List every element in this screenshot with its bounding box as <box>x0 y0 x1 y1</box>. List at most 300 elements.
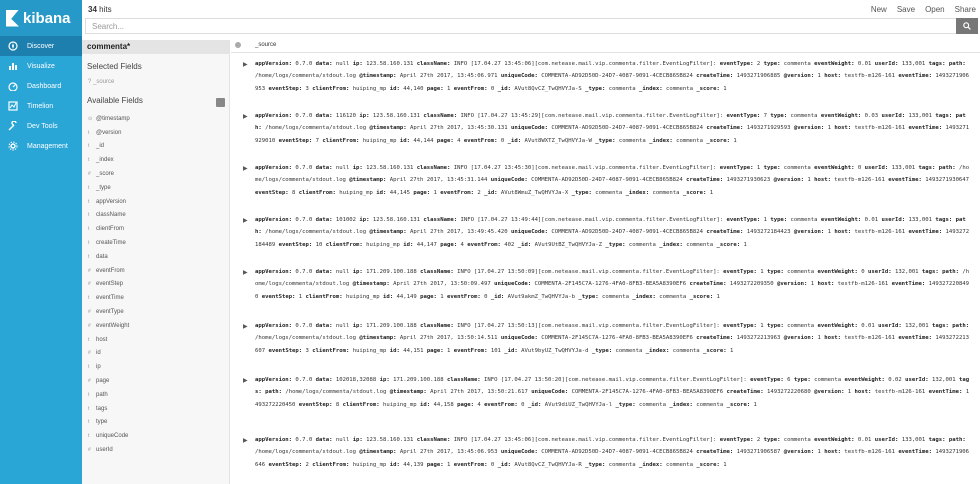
nav-item-devtools[interactable] <box>0 116 82 136</box>
source-value: 0.7.0 <box>292 113 316 119</box>
source-key: _type: <box>595 137 616 144</box>
source-key: @timestamp: <box>359 73 397 80</box>
source-value: huiping_mp <box>349 347 390 354</box>
source-value: 0 <box>857 269 869 275</box>
source-value: 1 <box>753 165 764 171</box>
field-type-icon: # <box>88 322 91 329</box>
table-row[interactable] <box>231 434 980 484</box>
source-value: 0.01 <box>857 323 879 329</box>
source-key: path: <box>265 389 282 396</box>
source-value: 1 <box>844 389 855 396</box>
field-name: page <box>96 378 110 385</box>
source-value: 402 <box>500 241 518 248</box>
field-type-icon: t <box>88 295 90 302</box>
source-value: commenta <box>591 189 626 196</box>
table-row[interactable] <box>231 266 980 316</box>
devtools-icon <box>8 121 18 131</box>
source-key: host: <box>834 125 852 132</box>
source-value: 2 <box>302 461 313 468</box>
source-text <box>255 434 971 471</box>
source-key: tags: <box>255 377 970 396</box>
source-value: 0.02 <box>884 377 906 383</box>
field-name: eventType <box>96 309 124 316</box>
source-value: 44,149 <box>393 293 421 300</box>
source-key: eventType: <box>723 269 757 275</box>
source-key: ip: <box>352 323 363 329</box>
table-row[interactable] <box>231 374 980 424</box>
source-value: /home/logs/commenta/stdout.log <box>255 449 360 456</box>
source-key: data: <box>315 165 333 171</box>
field-type-icon: t <box>88 143 90 150</box>
source-value: testfb-m126-161 <box>851 229 909 236</box>
kibana-logo[interactable] <box>0 0 82 36</box>
dashboard-icon <box>8 81 18 91</box>
field-type-icon: # <box>88 350 91 357</box>
share-button[interactable]: Share <box>954 5 976 14</box>
source-value: 4 <box>453 137 464 144</box>
field-name: _index <box>96 157 114 164</box>
expand-row-icon[interactable]: ▶ <box>243 270 248 276</box>
source-value: huiping_mp <box>342 293 384 300</box>
source-key: ip: <box>352 437 363 443</box>
source-value: COMMENTA-2F145C7A-1276-4FA0-8FB3-BEA5A8390EF6 <box>568 389 727 396</box>
nav-item-label: Dev Tools <box>27 122 58 130</box>
source-value: 1 <box>713 293 720 300</box>
field-name: @timestamp <box>96 115 130 122</box>
source-value: 0.7.0 <box>292 377 316 383</box>
source-value: 1493271929010 <box>255 125 970 144</box>
expand-row-icon[interactable]: ▶ <box>243 114 248 120</box>
field-list <box>82 112 230 457</box>
field-name: userId <box>96 447 113 454</box>
source-value: 8 <box>332 401 343 408</box>
source-value: /home/logs/commenta/stdout.log <box>261 229 370 236</box>
field-item[interactable] <box>82 429 230 443</box>
source-key: page: <box>426 85 444 92</box>
source-value: 44,140 <box>399 85 427 92</box>
source-value: huiping_mp <box>359 137 400 144</box>
field-item[interactable] <box>82 209 230 223</box>
column-toggle-icon[interactable] <box>235 42 241 48</box>
expand-row-icon[interactable]: ▶ <box>243 62 248 68</box>
field-name: uniqueCode <box>96 433 129 440</box>
source-value: 1 <box>807 281 818 288</box>
source-value: 123.58.160.131 <box>369 113 424 119</box>
source-key: uniqueCode: <box>500 449 538 456</box>
source-value: testfb-m126-161 <box>841 73 899 80</box>
source-key: eventTime: <box>898 449 932 456</box>
source-key: _index: <box>669 401 693 408</box>
field-item[interactable] <box>82 167 230 181</box>
expand-row-icon[interactable]: ▶ <box>243 378 248 384</box>
search-button[interactable] <box>956 18 978 34</box>
search-input[interactable]: Search... <box>85 18 960 34</box>
source-key: eventType: <box>750 377 784 383</box>
source-key: data: <box>315 323 333 329</box>
source-key: className: <box>423 113 458 119</box>
source-value: 1493271930623 <box>723 177 774 184</box>
source-key: createTime: <box>706 125 744 132</box>
source-key: _index: <box>625 189 650 196</box>
source-value: 171.209.100.188 <box>362 323 421 329</box>
field-item[interactable] <box>82 416 230 430</box>
source-key: appVersion: <box>255 217 293 223</box>
source-key: ip: <box>352 269 363 275</box>
source-column-label: _source <box>255 42 277 48</box>
source-key: @version: <box>783 73 815 80</box>
source-value: 123.58.160.131 <box>362 61 417 67</box>
source-value: 0.7.0 <box>292 323 316 329</box>
source-value: 1493272213963 <box>733 335 784 342</box>
source-key: path: <box>952 323 970 329</box>
source-value: 1493272184489 <box>255 229 970 248</box>
source-value: AVut8QvCZ_TwQHVYJa-R <box>511 461 586 468</box>
source-value: 0 <box>480 293 491 300</box>
expand-row-icon[interactable]: ▶ <box>243 218 248 224</box>
hits-label: hits <box>99 5 112 14</box>
source-key: uniqueCode: <box>531 389 569 396</box>
source-key: _score: <box>726 401 751 408</box>
source-key: createTime: <box>696 335 734 342</box>
source-value: 1 <box>295 293 306 300</box>
source-value: testfb-m126-161 <box>851 125 909 132</box>
table-row[interactable] <box>231 214 980 264</box>
source-key: path: <box>255 217 966 236</box>
source-value: commenta <box>662 85 697 92</box>
source-value: 0 <box>517 401 528 408</box>
source-key: eventStep: <box>268 85 303 92</box>
source-value: 0 <box>487 85 498 92</box>
source-value: huiping_mp <box>379 401 421 408</box>
selected-fields-header: Selected Fields <box>87 62 142 71</box>
source-value: 1 <box>756 269 767 275</box>
source-key: @version: <box>783 335 815 342</box>
source-key: id: <box>420 401 431 408</box>
source-key: eventFrom: <box>440 189 474 196</box>
source-key: ip: <box>379 377 390 383</box>
source-key: eventStep: <box>278 241 313 248</box>
source-key: id: <box>376 189 387 196</box>
source-value: 171.209.100.188 <box>362 269 421 275</box>
field-item[interactable] <box>82 347 230 361</box>
source-value: 1 <box>824 229 835 236</box>
field-name: createTime <box>96 240 126 247</box>
source-key: host: <box>834 229 852 236</box>
source-value: /home/logs/commenta/stdout.log <box>255 73 360 80</box>
field-item[interactable] <box>82 222 230 236</box>
nav-item-dashboard[interactable] <box>0 76 82 96</box>
source-value: 101 <box>487 347 505 354</box>
source-key: _type: <box>571 189 592 196</box>
source-key: page: <box>413 189 431 196</box>
source-key: path: <box>255 113 966 132</box>
nav-item-label: Timelion <box>27 102 54 110</box>
source-key: appVersion: <box>255 437 293 443</box>
nav-item-management[interactable] <box>0 136 82 156</box>
source-key: userId: <box>878 323 902 329</box>
field-type-icon: t <box>88 405 90 412</box>
source-value: 0.7.0 <box>292 217 316 223</box>
source-value: 0.7.0 <box>292 269 316 275</box>
field-item[interactable] <box>82 374 230 388</box>
field-type-icon: t <box>88 336 90 343</box>
source-value: testfb-m126-161 <box>830 177 889 184</box>
source-key: uniqueCode: <box>510 125 549 132</box>
source-value: commenta <box>605 461 640 468</box>
source-value: AVut8WXTZ_TwQHVYJa-W <box>521 137 596 144</box>
source-value: 44,147 <box>413 241 441 248</box>
field-item[interactable] <box>82 319 230 333</box>
table-row[interactable] <box>231 58 980 108</box>
field-name: type <box>96 419 108 426</box>
source-value: null <box>332 165 353 171</box>
selected-field-source[interactable]: ? _source <box>88 79 115 85</box>
source-key: type: <box>793 377 811 383</box>
save-button[interactable]: Save <box>896 5 916 14</box>
source-key: @timestamp: <box>359 335 397 342</box>
expand-row-icon[interactable]: ▶ <box>243 324 248 330</box>
index-pattern[interactable]: commenta* <box>82 40 229 54</box>
field-item[interactable] <box>82 153 230 167</box>
expand-row-icon[interactable]: ▶ <box>243 438 248 444</box>
field-item[interactable] <box>82 278 230 292</box>
source-key: _index: <box>659 241 683 248</box>
field-item[interactable] <box>82 250 230 264</box>
source-value: null <box>332 323 353 329</box>
new-button[interactable]: New <box>870 5 887 14</box>
source-key: host: <box>824 449 842 456</box>
source-key: eventType: <box>726 113 761 119</box>
source-value: testfb-m126-161 <box>841 335 899 342</box>
source-value: April 27th 2017, 13:45:06.971 <box>396 73 501 80</box>
source-key: @timestamp: <box>369 229 407 236</box>
source-key: type: <box>766 269 784 275</box>
source-value: huiping_mp <box>349 85 390 92</box>
source-value: 101002 <box>332 217 360 223</box>
source-value: 10 <box>312 241 326 248</box>
source-value: COMMENTA-AD92D50D-24D7-4087-9091-4CECB865B824 <box>548 125 707 132</box>
field-item[interactable] <box>82 333 230 347</box>
source-key: page: <box>436 137 454 144</box>
field-item[interactable] <box>82 195 230 209</box>
source-value: 1493272220450 <box>255 389 970 408</box>
management-icon <box>8 141 18 151</box>
field-item[interactable] <box>82 360 230 374</box>
source-key: _id: <box>527 401 542 408</box>
source-text <box>255 266 971 303</box>
source-key: data: <box>315 269 333 275</box>
expand-row-icon[interactable]: ▶ <box>243 166 248 172</box>
source-value: 0.7.0 <box>292 437 316 443</box>
source-key: page: <box>426 347 444 354</box>
source-value: 6 <box>783 377 794 383</box>
source-key: tags: <box>921 269 939 275</box>
source-key: appVersion: <box>255 323 293 329</box>
source-key: clientFrom: <box>325 241 363 248</box>
source-value: commenta <box>787 113 821 119</box>
nav-item-visualize[interactable] <box>0 56 82 76</box>
source-value: 1493271906953 <box>255 73 970 92</box>
source-key: id: <box>399 137 410 144</box>
source-key: page: <box>440 241 458 248</box>
source-value: 2 <box>753 437 764 443</box>
source-key: id: <box>383 293 394 300</box>
field-item[interactable] <box>82 264 230 278</box>
source-value: commenta <box>625 241 660 248</box>
source-key: _type: <box>585 85 606 92</box>
field-item[interactable] <box>82 305 230 319</box>
source-value: commenta <box>783 269 818 275</box>
source-key: userId: <box>881 217 906 223</box>
source-key: eventTime: <box>891 281 926 288</box>
table-row[interactable] <box>231 110 980 160</box>
source-key: path: <box>942 269 959 275</box>
source-value: 133,001 <box>888 165 919 171</box>
source-key: _id: <box>507 137 522 144</box>
field-item[interactable] <box>82 140 230 154</box>
source-key: eventWeight: <box>814 437 855 443</box>
source-key: eventTime: <box>898 73 932 80</box>
nav-item-timelion[interactable] <box>0 96 82 116</box>
source-value: commenta <box>810 377 845 383</box>
field-item[interactable] <box>82 402 230 416</box>
source-key: appVersion: <box>255 269 293 275</box>
brand-name: kibana <box>23 9 71 27</box>
source-value: April 27th 2017, 13:45:30.131 <box>406 125 511 132</box>
source-value: commenta <box>682 241 717 248</box>
source-key: _type: <box>578 293 599 300</box>
source-value: 2 <box>753 61 764 67</box>
field-type-icon: t <box>88 129 90 136</box>
source-value: commenta <box>692 401 727 408</box>
field-name: @version <box>96 129 122 136</box>
source-key: data: <box>315 377 333 383</box>
field-name: appVersion <box>96 198 127 205</box>
source-key: _index: <box>645 347 670 354</box>
source-value: COMMENTA-AD92D50D-24D7-4087-9091-4CECB865B824 <box>548 229 707 236</box>
field-type-icon: t <box>88 184 90 191</box>
field-item[interactable] <box>82 236 230 250</box>
source-key: className: <box>420 323 454 329</box>
field-type-icon: # <box>88 281 91 288</box>
doc-table <box>231 40 980 484</box>
source-key: _score: <box>716 241 741 248</box>
source-key: type: <box>763 61 781 67</box>
source-key: eventStep: <box>255 189 289 196</box>
source-key: clientFrom: <box>322 137 360 144</box>
field-item[interactable] <box>82 181 230 195</box>
source-key: eventStep: <box>268 347 303 354</box>
source-value: 1 <box>803 177 815 184</box>
field-type-icon: # <box>88 309 91 316</box>
source-key: className: <box>416 61 451 67</box>
source-value: AVut9diUZ_TwQHVYJa-l <box>541 401 616 408</box>
source-key: eventTime: <box>898 335 932 342</box>
source-value: 1 <box>729 137 737 144</box>
source-value: commenta <box>635 401 670 408</box>
source-key: _id: <box>497 85 512 92</box>
source-value: 1 <box>443 347 454 354</box>
gear-icon[interactable] <box>216 98 225 107</box>
nav-item-label: Management <box>27 142 68 150</box>
source-key: page: <box>420 293 437 300</box>
source-key: eventType: <box>719 437 754 443</box>
source-key: clientFrom: <box>342 401 380 408</box>
open-button[interactable]: Open <box>925 5 945 14</box>
source-value: 44,139 <box>399 461 427 468</box>
source-value: 1493272208490 <box>255 281 970 300</box>
source-value: April 27th 2017, 13:50:21.617 <box>426 389 532 396</box>
field-name: eventFrom <box>96 267 125 274</box>
source-key: @version: <box>783 449 815 456</box>
visualize-icon <box>8 61 18 71</box>
source-value: /home/logs/commenta/stdout.log <box>255 335 360 342</box>
source-key: className: <box>416 437 451 443</box>
source-text <box>255 214 971 251</box>
source-value: 0.01 <box>854 61 875 67</box>
nav-item-label: Dashboard <box>27 82 62 90</box>
source-key: className: <box>447 377 481 383</box>
source-key: _index: <box>639 461 663 468</box>
source-value: COMMENTA-AD92D50D-24D7-4087-9091-4CECB865B824 <box>537 449 697 456</box>
topbar <box>82 0 980 40</box>
source-key: host: <box>824 335 842 342</box>
field-name: tags <box>96 405 108 412</box>
field-type-icon: t <box>88 240 90 247</box>
source-key: _id: <box>484 189 498 196</box>
field-name: _score <box>96 171 115 178</box>
source-key: userId: <box>905 377 929 383</box>
kibana-logo-icon <box>6 10 19 27</box>
source-key: tags: <box>918 165 936 171</box>
source-key: eventFrom: <box>453 85 488 92</box>
source-key: ip: <box>352 61 363 67</box>
source-key: data: <box>315 113 333 119</box>
source-key: clientFrom: <box>312 347 350 354</box>
source-value: 116120 <box>332 113 360 119</box>
table-row[interactable] <box>231 162 980 212</box>
field-type-icon: # <box>88 267 91 274</box>
field-item[interactable] <box>82 126 230 140</box>
source-value: null <box>332 61 353 67</box>
source-value: INFO [17.04.27 13:45:29][com.netease.mail.vip.commenta.filter.EventLogFilter]: <box>457 113 727 119</box>
source-key: id: <box>389 347 400 354</box>
source-text <box>255 162 971 199</box>
source-key: data: <box>315 437 333 443</box>
source-value: April 27th 2017, 13:49:45.420 <box>406 229 511 236</box>
source-key: @timestamp: <box>349 177 387 184</box>
source-value: 132,001 <box>928 377 959 383</box>
source-key: _id: <box>504 347 518 354</box>
source-value: 1493272209350 <box>726 281 778 288</box>
source-key: id: <box>389 461 400 468</box>
source-key: clientFrom: <box>305 293 343 300</box>
field-item[interactable] <box>82 112 230 126</box>
source-key: _score: <box>696 85 720 92</box>
field-item[interactable] <box>82 291 230 305</box>
source-value: 1493272184423 <box>743 229 794 236</box>
source-value: 1 <box>706 189 714 196</box>
field-item[interactable] <box>82 388 230 402</box>
nav-item-discover[interactable] <box>0 36 82 56</box>
source-key: @version: <box>793 125 825 132</box>
field-item[interactable] <box>82 443 230 457</box>
table-row[interactable] <box>231 320 980 370</box>
discover-icon <box>8 41 18 51</box>
source-value: INFO [17.04.27 13:45:30][com.netease.mail.vip.commenta.filter.EventLogFilter]: <box>450 165 720 171</box>
source-value: 1 <box>726 347 734 354</box>
source-value: 3 <box>302 347 313 354</box>
